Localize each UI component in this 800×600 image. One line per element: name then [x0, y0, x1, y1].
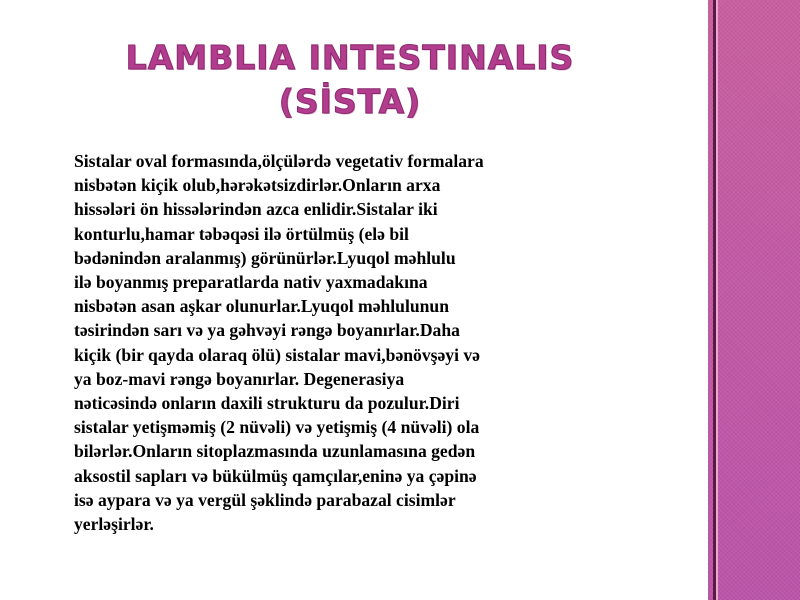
body-line: nisbətən asan aşkar olunurlar.Lyuqol məhlulunun	[74, 296, 449, 317]
body-line: nisbətən kiçik olub,hərəkətsizdirlər.Onların arxa	[74, 175, 441, 196]
body-line: kiçik (bir qayda olaraq ölü) sistalar mavi,bənövşəyi və	[74, 344, 480, 365]
slide-title-line-1: LAMBLIA INTESTINALIS	[125, 38, 575, 77]
body-line: konturlu,hamar təbəqəsi ilə örtülmüş (elə bil	[74, 223, 409, 244]
decorative-side-band	[708, 0, 800, 600]
body-line: Sistalar oval formasında,ölçülərdə vegetativ formalara	[74, 151, 484, 171]
side-band-divider-light	[716, 0, 718, 600]
body-line: isə aypara və ya vergül şəklində parabazal cisimlər	[74, 489, 456, 510]
body-line: ilə boyanmış preparatlarda nativ yaxmadakına	[74, 272, 428, 293]
body-line: təsirindən sarı və ya gəhvəyi rəngə boyanırlar.Daha	[74, 320, 460, 341]
body-line: sistalar yetişməmiş (2 nüvəli) və yetişmiş (4 nüvəli) ola	[74, 417, 480, 438]
body-line: bədənindən aralanmış) görünürlər.Lyuqol məhlulu	[74, 247, 456, 268]
body-line: bilərlər.Onların sitoplazmasında uzunlamasına gedən	[74, 441, 476, 462]
body-line: aksostil sapları və bükülmüş qamçılar,eninə ya çəpinə	[74, 465, 477, 486]
slide-title	[40, 36, 660, 124]
slide-title-line-2: (SİSTA)	[278, 82, 422, 121]
body-line: hissələri ön hissələrindən azca enlidir.Sistalar iki	[74, 199, 438, 220]
body-line: ya boz-mavi rəngə boyanırlar. Degenerasiya	[74, 368, 405, 389]
body-line: nəticəsində onların daxili strukturu da pozulur.Diri	[74, 393, 460, 414]
body-paragraph	[74, 149, 674, 536]
body-line: yerləşirlər.	[74, 514, 154, 535]
